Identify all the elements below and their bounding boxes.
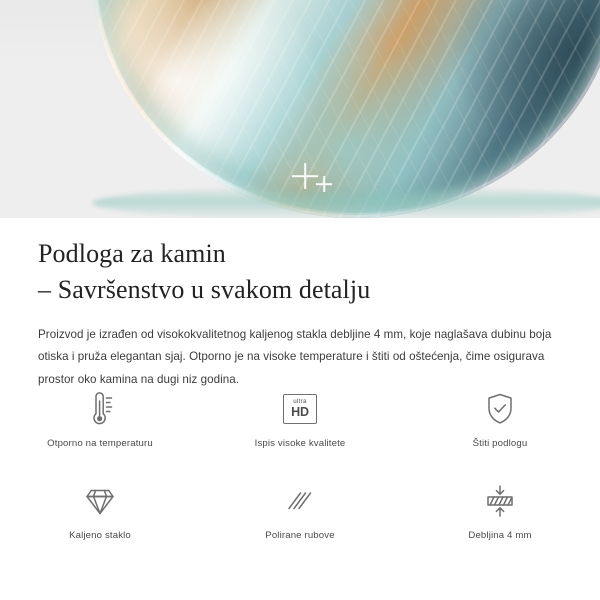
feature-label: Otporno na temperaturu <box>47 438 153 449</box>
feature-label: Ispis visoke kvalitete <box>254 438 346 449</box>
diamond-icon <box>81 480 119 522</box>
page-title-line-2: – Savršenstvo u svakom detalju <box>38 274 371 304</box>
page-title <box>0 218 600 308</box>
feature-label: Debljina 4 mm <box>468 530 532 541</box>
feature-item-thickness <box>400 480 600 558</box>
ultra-hd-icon <box>283 388 317 430</box>
hero-image <box>0 0 600 218</box>
feature-item-print-quality <box>200 388 400 466</box>
feature-item-surface-protection <box>400 388 600 466</box>
page-title-line-1: Podloga za kamin <box>38 239 226 268</box>
polished-edges-icon <box>283 480 317 522</box>
ultra-hd-badge-top: ultra <box>293 398 307 406</box>
ultra-hd-badge-bottom: HD <box>291 404 309 419</box>
description-paragraph: Proizvod je izrađen od visokokvalitetnog kaljenog stakla debljine 4 mm, koje naglašava dubinu boja otiska i pruža elegantan sjaj. Otporno je na visoke temperature i štiti od oštećenja, čime osigurava prostor oko kamina na dugi niz godina. <box>38 327 552 386</box>
thermometer-icon <box>83 388 117 430</box>
feature-label: Polirane rubove <box>265 530 335 541</box>
shield-check-icon <box>483 388 517 430</box>
text-content <box>0 218 600 392</box>
thickness-icon <box>482 480 518 522</box>
feature-label: Kaljeno staklo <box>69 530 131 541</box>
feature-grid <box>0 388 600 558</box>
feature-item-temperature <box>0 388 200 466</box>
feature-item-tempered-glass <box>0 480 200 558</box>
feature-item-polished-edges <box>200 480 400 558</box>
feature-label: Štiti podlogu <box>472 438 528 449</box>
